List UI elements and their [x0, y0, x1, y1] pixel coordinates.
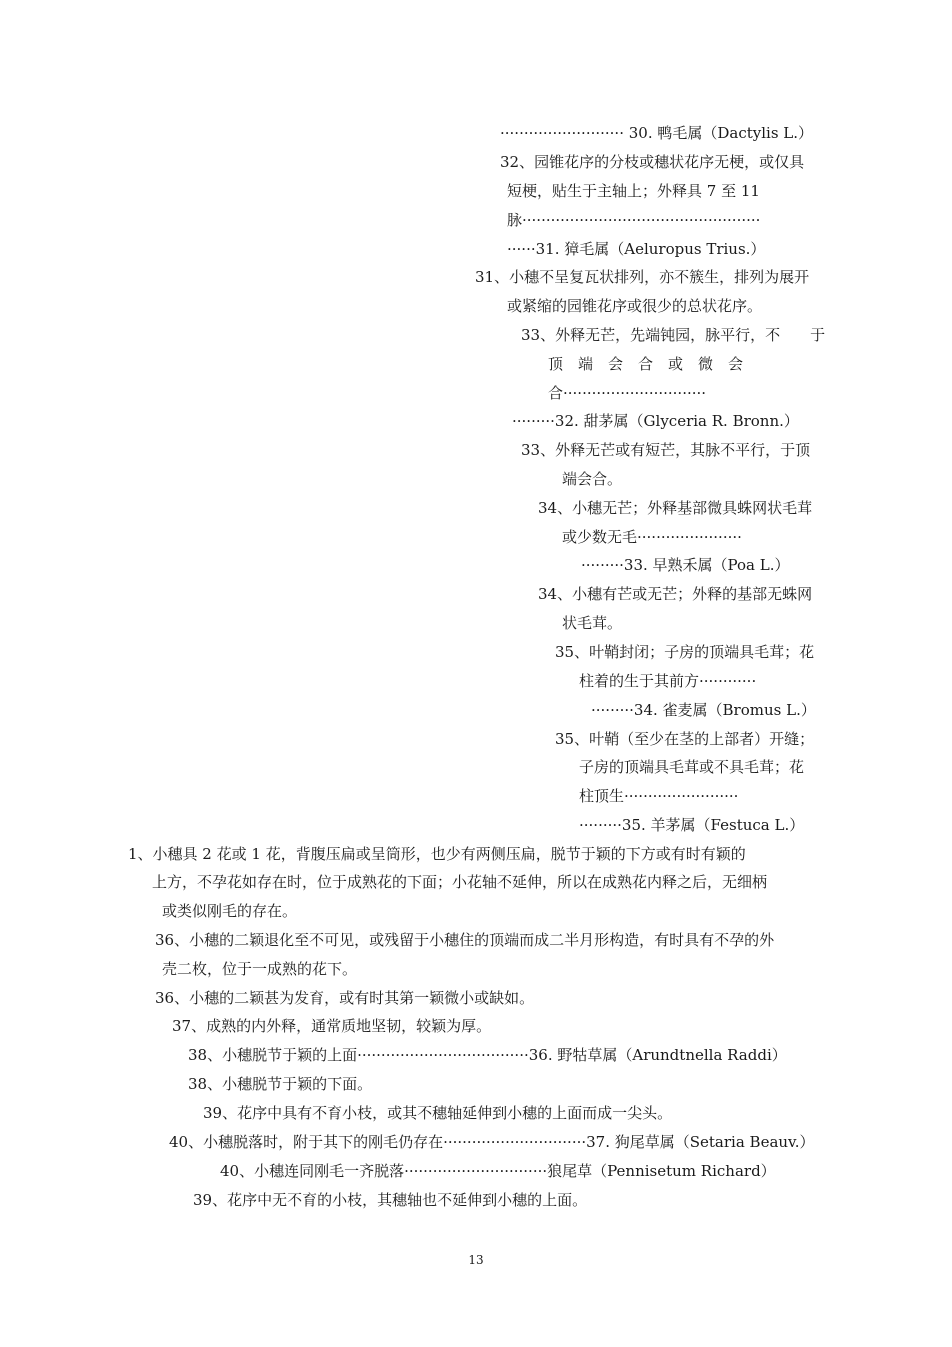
key-line: 35、叶鞘（至少在茎的上部者）开缝；: [555, 730, 815, 748]
key-line: 33、外释无芒或有短芒，其脉不平行，于顶: [521, 441, 811, 459]
key-line: 状毛茸。: [562, 614, 623, 632]
key-line: 38、小穗脱节于颖的上面····································36. 野牯草属（Arundtnella Raddi）: [188, 1046, 787, 1064]
key-line: 1、小穗具 2 花或 1 花，背腹压扁或呈筒形，也少有两侧压扁，脱节于颖的下方或有时有颖的: [128, 845, 746, 863]
key-line: 脉··················································: [507, 211, 761, 229]
key-line: 短梗，贴生于主轴上；外释具 7 至 11: [507, 182, 760, 200]
key-line: 壳二枚，位于一成熟的花下。: [162, 960, 358, 978]
key-line: 36、小穗的二颖退化至不可见，或残留于小穗住的顶端而成二半月形构造，有时具有不孕的外: [155, 931, 775, 949]
key-line: 36、小穗的二颖甚为发育，或有时其第一颖微小或缺如。: [155, 989, 535, 1007]
key-line: 40、小穗连同刚毛一齐脱落······························狼尾草（Pennisetum Richard）: [220, 1162, 776, 1180]
key-line: 或类似刚毛的存在。: [162, 902, 298, 920]
key-line: 子房的顶端具毛茸或不具毛茸；花: [579, 758, 805, 776]
key-line: 37、成熟的内外释，通常质地坚韧，较颖为厚。: [172, 1017, 492, 1035]
key-line: ·········33. 早熟禾属（Poa L.）: [581, 556, 790, 574]
key-line: 33、外释无芒，先端钝园，脉平行，不 于: [521, 326, 826, 344]
key-line: 34、小穗无芒；外释基部微具蛛网状毛茸: [538, 499, 813, 517]
key-line: 40、小穗脱落时，附于其下的刚毛仍存在······························37. 狗尾草属（Setaria Beauv.）: [169, 1133, 815, 1151]
key-line: 端会合。: [562, 470, 623, 488]
key-line: 上方，不孕花如存在时，位于成熟花的下面；小花轴不延伸，所以在成熟花内释之后，无细柄: [152, 873, 768, 891]
key-line: 39、花序中具有不育小枝，或其不穗轴延伸到小穗的上面而成一尖头。: [203, 1104, 673, 1122]
key-line: ······31. 獐毛属（Aeluropus Trius.）: [507, 240, 766, 258]
key-line: 38、小穗脱节于颖的下面。: [188, 1075, 373, 1093]
page-number: 13: [468, 1253, 484, 1267]
key-line: ·········34. 雀麦属（Bromus L.）: [591, 701, 816, 719]
key-line: 35、叶鞘封闭；子房的顶端具毛茸；花: [555, 643, 815, 661]
key-line: 顶 端 会 合 或 微 会: [548, 355, 744, 373]
key-line: 合······························: [548, 384, 707, 402]
key-line: 34、小穗有芒或无芒；外释的基部无蛛网: [538, 585, 813, 603]
key-line: ·························· 30. 鸭毛属（Dactylis L.）: [500, 124, 814, 142]
key-line: ·········35. 羊茅属（Festuca L.）: [579, 816, 805, 834]
key-line: 39、花序中无不育的小枝，其穗轴也不延伸到小穗的上面。: [193, 1191, 588, 1209]
key-line: 或少数无毛······················: [562, 528, 742, 546]
key-line: 柱顶生························: [579, 787, 739, 805]
key-line: 或紧缩的园锥花序或很少的总状花序。: [507, 297, 763, 315]
key-line: 32、园锥花序的分枝或穗状花序无梗，或仅具: [500, 153, 805, 171]
key-line: 31、小穗不呈复瓦状排列，亦不簇生，排列为展开: [475, 268, 810, 286]
key-line: 柱着的生于其前方············: [579, 672, 757, 690]
key-line: ·········32. 甜茅属（Glyceria R. Bronn.）: [512, 412, 799, 430]
